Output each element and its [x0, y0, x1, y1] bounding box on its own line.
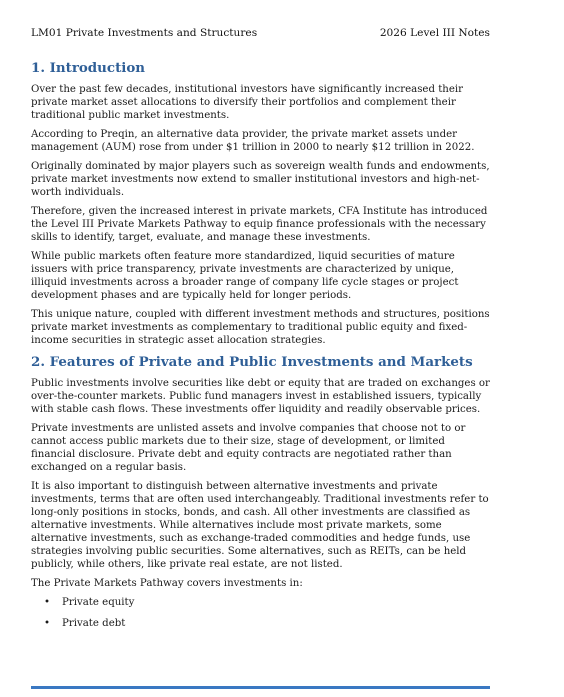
list-item-label: Private equity	[62, 597, 135, 608]
paragraph: Over the past few decades, institutional investors have significantly increased their private market asset allocations to diversify their portfolios and complement their traditional public market investments.	[31, 84, 464, 121]
bottom-divider	[31, 686, 490, 689]
list-item-label: Private debt	[62, 618, 126, 629]
list-item	[31, 617, 490, 630]
bullet-icon: •	[44, 597, 51, 608]
paragraph: The Private Markets Pathway covers investments in:	[31, 578, 303, 589]
paragraph: According to Preqin, an alternative data provider, the private market assets under management (AUM) rose from under $1 trillion in 2000 to nearly $12 trillion in 2022.	[31, 129, 475, 153]
document-body	[31, 59, 490, 638]
paragraph: This unique nature, coupled with different investment methods and structures, positions private market investments as complementary to traditional public equity and fixed-income securities in strategic asset allocation strategies.	[31, 309, 490, 346]
list-item	[31, 596, 490, 609]
paragraph: Therefore, given the increased interest in private markets, CFA Institute has introduced the Level III Private Markets Pathway to equip finance professionals with the necessary skills to identify, target, evaluate, and manage these investments.	[31, 206, 488, 243]
paragraph: Private investments are unlisted assets and involve companies that choose not to or cannot access public markets due to their size, stage of development, or limited financial disclosure. Private debt and equity contracts are negotiated rather than exchanged on a regular basis.	[31, 423, 466, 473]
paragraph: Public investments involve securities like debt or equity that are traded on exchanges or over-the-counter markets. Public fund managers invest in established issuers, typically with stable cash flows. These investments offer liquidity and readily observable prices.	[31, 378, 490, 415]
page-header	[31, 26, 490, 40]
header-title: LM01 Private Investments and Structures	[31, 27, 258, 39]
paragraph: Originally dominated by major players such as sovereign wealth funds and endowments, private market investments now extend to smaller institutional investors and high-net-worth individuals.	[31, 161, 490, 198]
paragraph: It is also important to distinguish between alternative investments and private investments, terms that are often used interchangeably. Traditional investments refer to long-only positions in stocks, bonds, and cash. All other investments are classified as alternative investments. While alternatives include most private markets, some alternative investments, such as exchange-traded commodities and hedge funds, use strategies involving public securities. Some alternatives, such as REITs, can be held publicly, while others, like private real estate, are not listed.	[31, 481, 489, 570]
section-heading-introduction: 1. Introduction	[31, 60, 146, 76]
bullet-icon: •	[44, 618, 51, 629]
pathway-list	[31, 596, 490, 630]
paragraph: While public markets often feature more standardized, liquid securities of mature issuers with price transparency, private investments are characterized by unique, illiquid investments across a broader range of company life cycle stages or project development phases and are typically held for longer periods.	[31, 251, 459, 301]
header-edition: 2026 Level III Notes	[379, 27, 490, 39]
section-heading-features: 2. Features of Private and Public Investments and Markets	[31, 354, 473, 370]
